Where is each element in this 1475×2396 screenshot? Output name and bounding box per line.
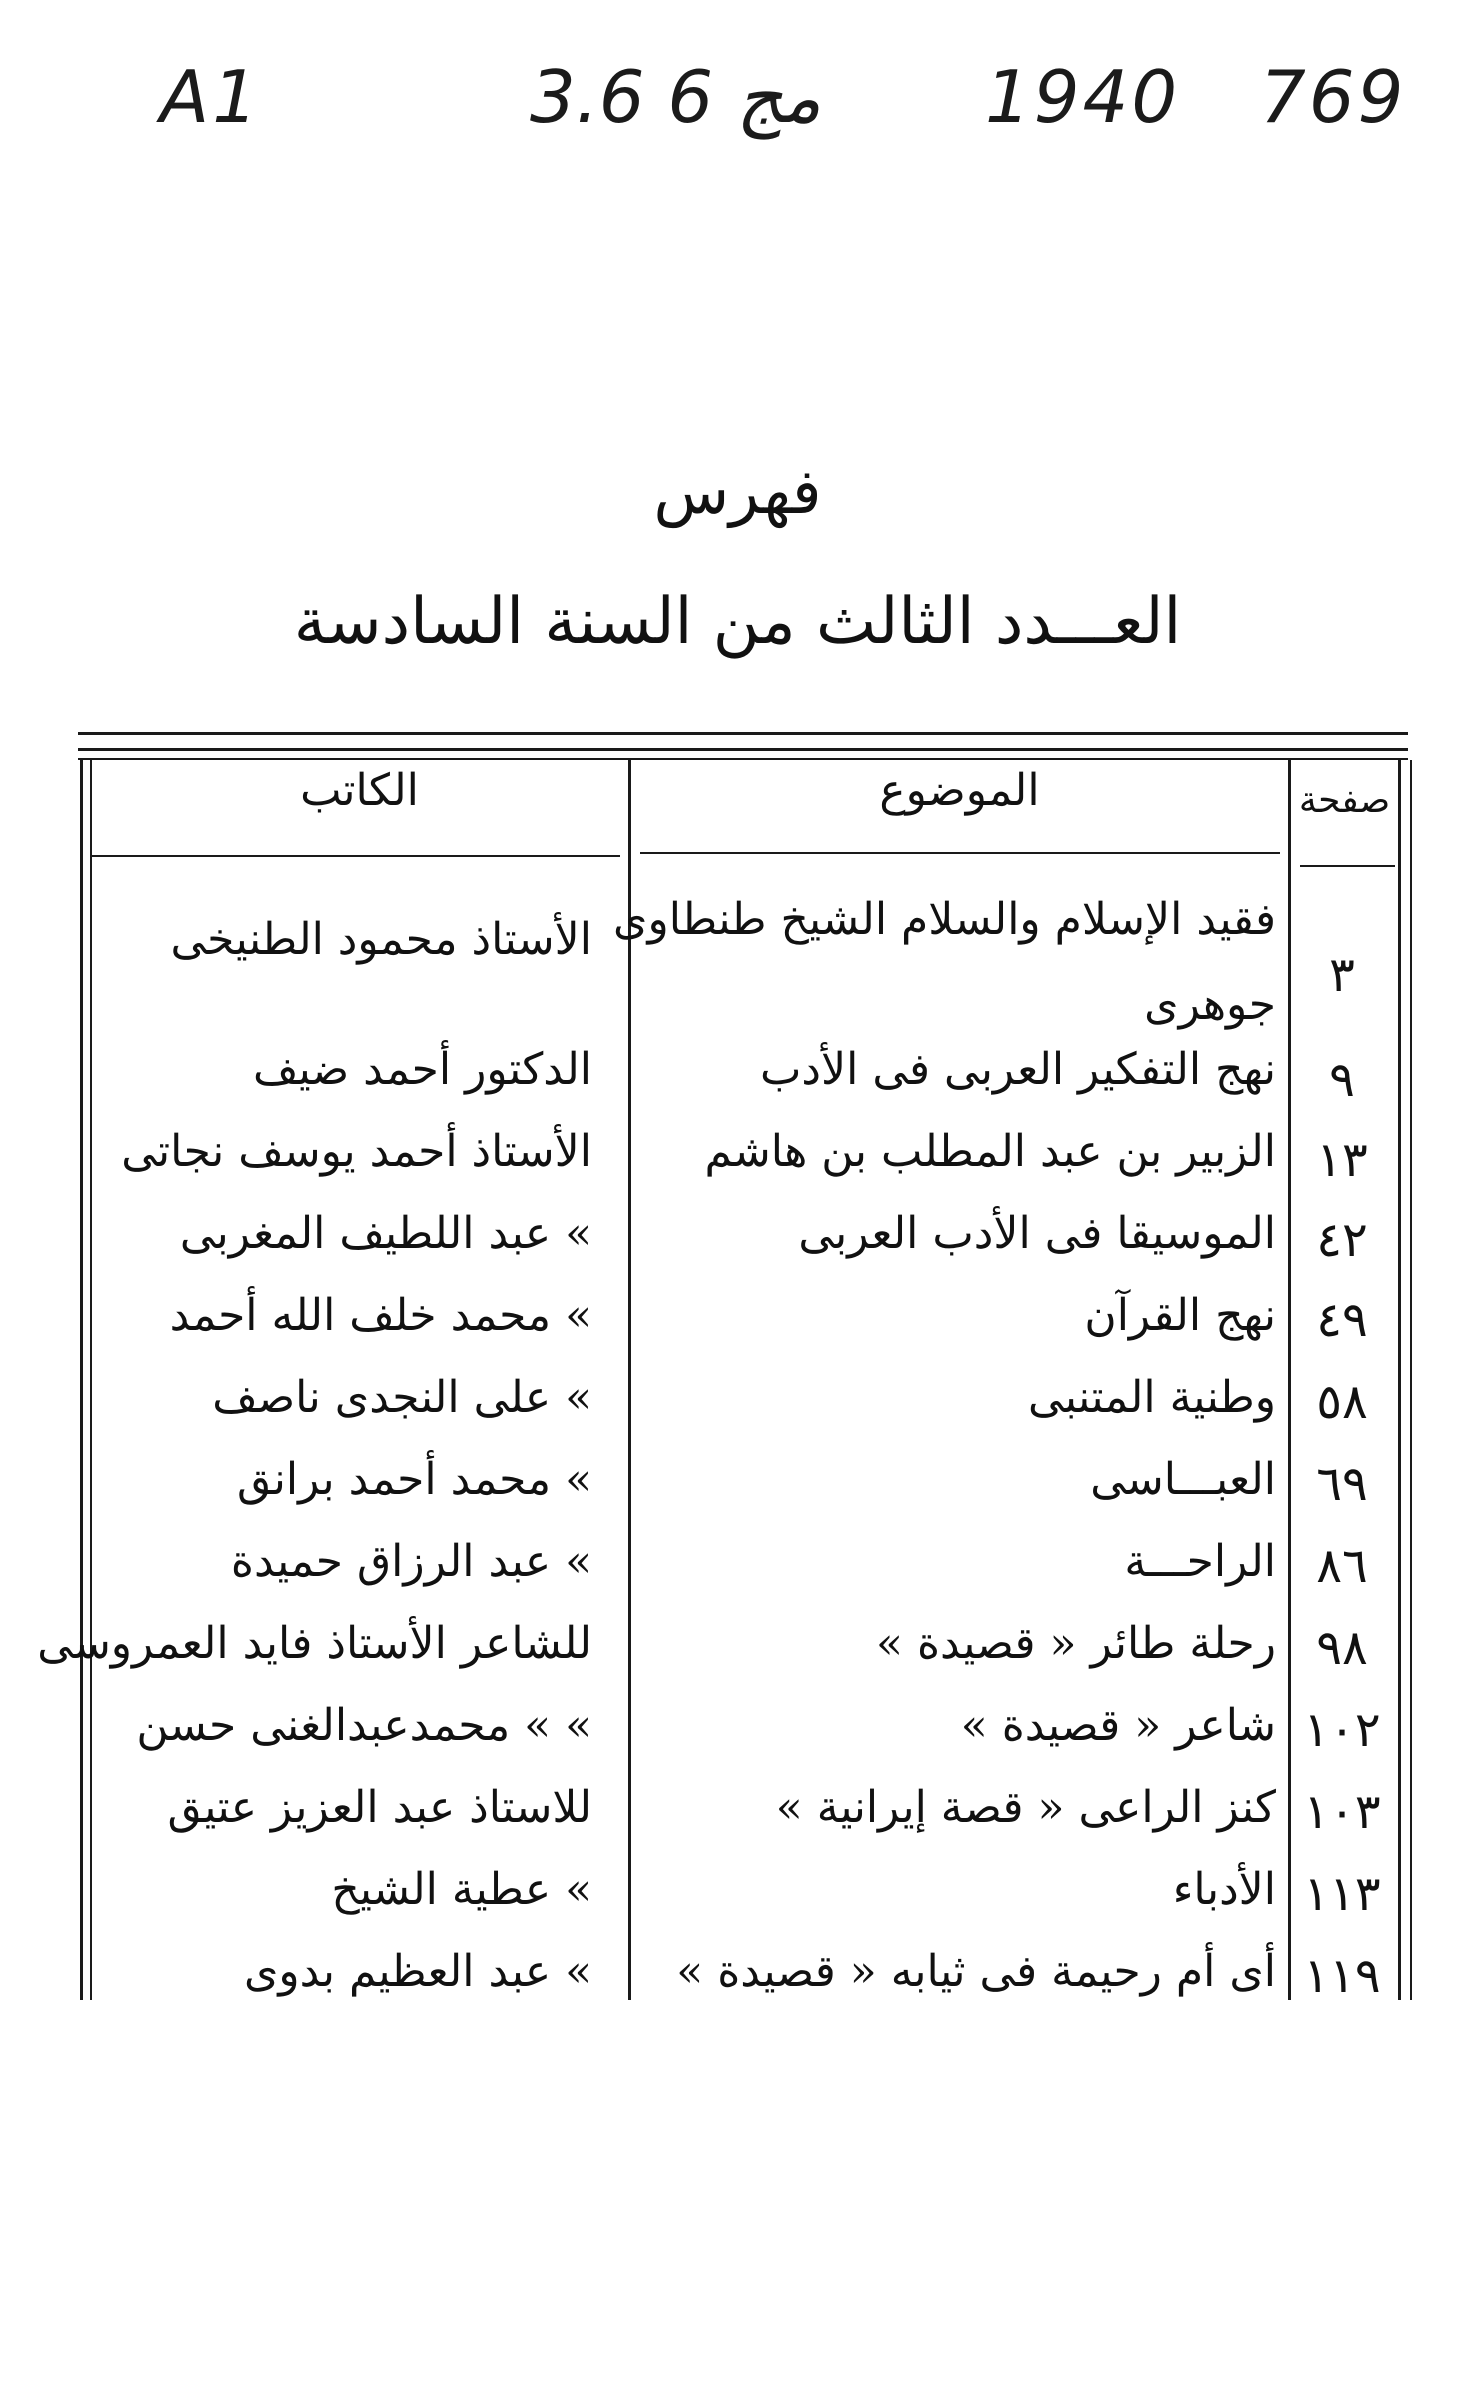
row-author: » عبد الرزاق حميدة	[230, 1536, 592, 1587]
row-topic: الزبير بن عبد المطلب بن هاشم	[704, 1126, 1276, 1177]
row-page: ٩	[1329, 1052, 1355, 1108]
row-topic: الراحـــة	[1124, 1536, 1276, 1587]
row-author: » محمد أحمد برانق	[236, 1454, 592, 1505]
row-topic-continued: جوهرى	[1144, 979, 1276, 1030]
row-author: الأستاذ أحمد يوسف نجاتى	[121, 1126, 592, 1177]
row-topic: فقيد الإسلام والسلام الشيخ طنطاوى	[613, 894, 1276, 945]
page-subtitle: العـــدد الثالث من السنة السادسة	[293, 585, 1182, 659]
page-title: فهرس	[653, 455, 822, 528]
row-topic: الموسيقا فى الأدب العربى	[798, 1208, 1276, 1259]
row-author: الأستاذ محمود الطنيخى	[170, 914, 592, 965]
row-topic: نهج التفكير العربى فى الأدب	[760, 1044, 1276, 1095]
row-page: ١٠٢	[1303, 1702, 1381, 1758]
row-author: » عطية الشيخ	[331, 1864, 592, 1915]
row-author: » على النجدى ناصف	[212, 1372, 592, 1423]
row-topic: رحلة طائر « قصيدة »	[876, 1618, 1276, 1669]
row-page: ٣	[1329, 947, 1355, 1003]
row-page: ١١٩	[1303, 1948, 1381, 2004]
row-page: ٥٨	[1316, 1374, 1368, 1430]
row-page: ١٠٣	[1303, 1784, 1381, 1840]
row-topic: الأدباء	[1172, 1864, 1276, 1915]
row-author: للشاعر الأستاذ فايد العمروسى	[37, 1618, 592, 1669]
row-topic: شاعر « قصيدة »	[960, 1700, 1276, 1751]
row-author: للاستاذ عبد العزيز عتيق	[167, 1782, 592, 1833]
row-page: ٤٢	[1316, 1212, 1368, 1268]
handwritten-year: 1940	[985, 55, 1181, 139]
row-page: ٨٦	[1316, 1538, 1368, 1594]
row-page: ٤٩	[1316, 1292, 1368, 1348]
row-topic: العبـــاسى	[1090, 1454, 1276, 1505]
handwritten-code: A1	[160, 55, 262, 139]
header-author: الكاتب	[300, 765, 419, 816]
row-author: » » محمدعبدالغنى حسن	[136, 1700, 592, 1751]
row-topic: كنز الراعى « قصة إيرانية »	[775, 1782, 1276, 1833]
row-page: ١٣	[1316, 1132, 1368, 1188]
handwritten-volume: 3.6 6 مج	[530, 55, 822, 139]
row-topic: أى أم رحيمة فى ثيابه « قصيدة »	[676, 1946, 1276, 1997]
row-page: ٩٨	[1316, 1620, 1368, 1676]
row-author: الدكتور أحمد ضيف	[252, 1044, 592, 1095]
row-page: ١١٣	[1303, 1866, 1381, 1922]
handwritten-number: 769	[1260, 55, 1407, 139]
header-topic: الموضوع	[879, 765, 1040, 816]
header-page: صفحة	[1298, 780, 1391, 821]
row-topic: وطنية المتنبى	[1028, 1372, 1276, 1423]
row-author: » عبد العظيم بدوى	[243, 1946, 592, 1997]
row-topic: نهج القرآن	[1084, 1290, 1276, 1341]
row-author: » عبد اللطيف المغربى	[179, 1208, 592, 1259]
row-page: ٦٩	[1316, 1456, 1368, 1512]
row-author: » محمد خلف الله أحمد	[169, 1290, 592, 1341]
